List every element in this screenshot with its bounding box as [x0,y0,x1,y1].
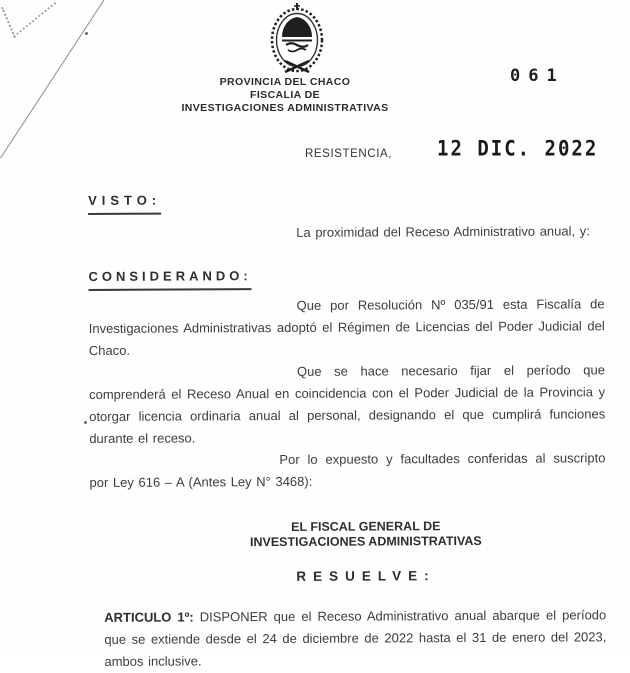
letterhead-org-line: FISCALIA DE [250,89,320,101]
body-paragraph: Que se hace necesario fijar el período que comprenderá el Receso Anual en coincidencia con el Poder Judicial de la Provincia y otorgar licencia ordinaria anual al personal, designando el que cumplirá funciones durante el receso. [89,362,606,446]
scan-dotted-line-artifact [1,7,16,38]
scan-speck [84,421,87,424]
article-1-text: DISPONER que el Receso Administrativo anual abarque el período que se extiende desde el 24 de diciembre de 2022 hasta el 31 de enero del 2023, ambos inclusive. [104,607,607,669]
resolution-heading [108,518,624,551]
document-body [88,187,607,673]
body-paragraph: Que por Resolución Nº 035/91 esta Fiscalía de Investigaciones Administrativas adoptó el Régimen de Licencias del Poder Judicial del Chaco. [88,296,605,358]
visto-paragraph: La proximidad del Receso Administrativo anual, y: [296,223,590,240]
body-paragraph: Por lo expuesto y facultades conferidas al suscripto por Ley 616 – A (Antes Ley N° 3468): [89,450,606,490]
scan-dotted-line-artifact [13,2,56,38]
resolution-heading-line: EL FISCAL GENERAL DE [291,519,441,534]
considerando-label: CONSIDERANDO: [88,265,251,291]
dateline-city: RESISTENCIA, [305,148,393,160]
letterhead-org-line: PROVINCIA DEL CHACO [219,76,351,88]
article-1-label: ARTICULO 1º: [104,609,194,625]
scan-speck [85,32,88,35]
article-1 [104,604,606,673]
resuelve-label: RESUELVE: [296,568,436,584]
letterhead-org-line: INVESTIGACIONES ADMINISTRATIVAS [181,102,389,114]
visto-label: VISTO: [88,190,161,215]
letterhead [150,76,420,115]
folio-number-stamp: 061 [510,66,565,86]
resolution-heading-line: INVESTIGACIONES ADMINISTRATIVAS [249,533,482,550]
date-stamp: 12 DIC. 2022 [437,136,599,162]
scan-corner-line-artifact [0,0,104,159]
coat-of-arms-icon [268,2,326,76]
